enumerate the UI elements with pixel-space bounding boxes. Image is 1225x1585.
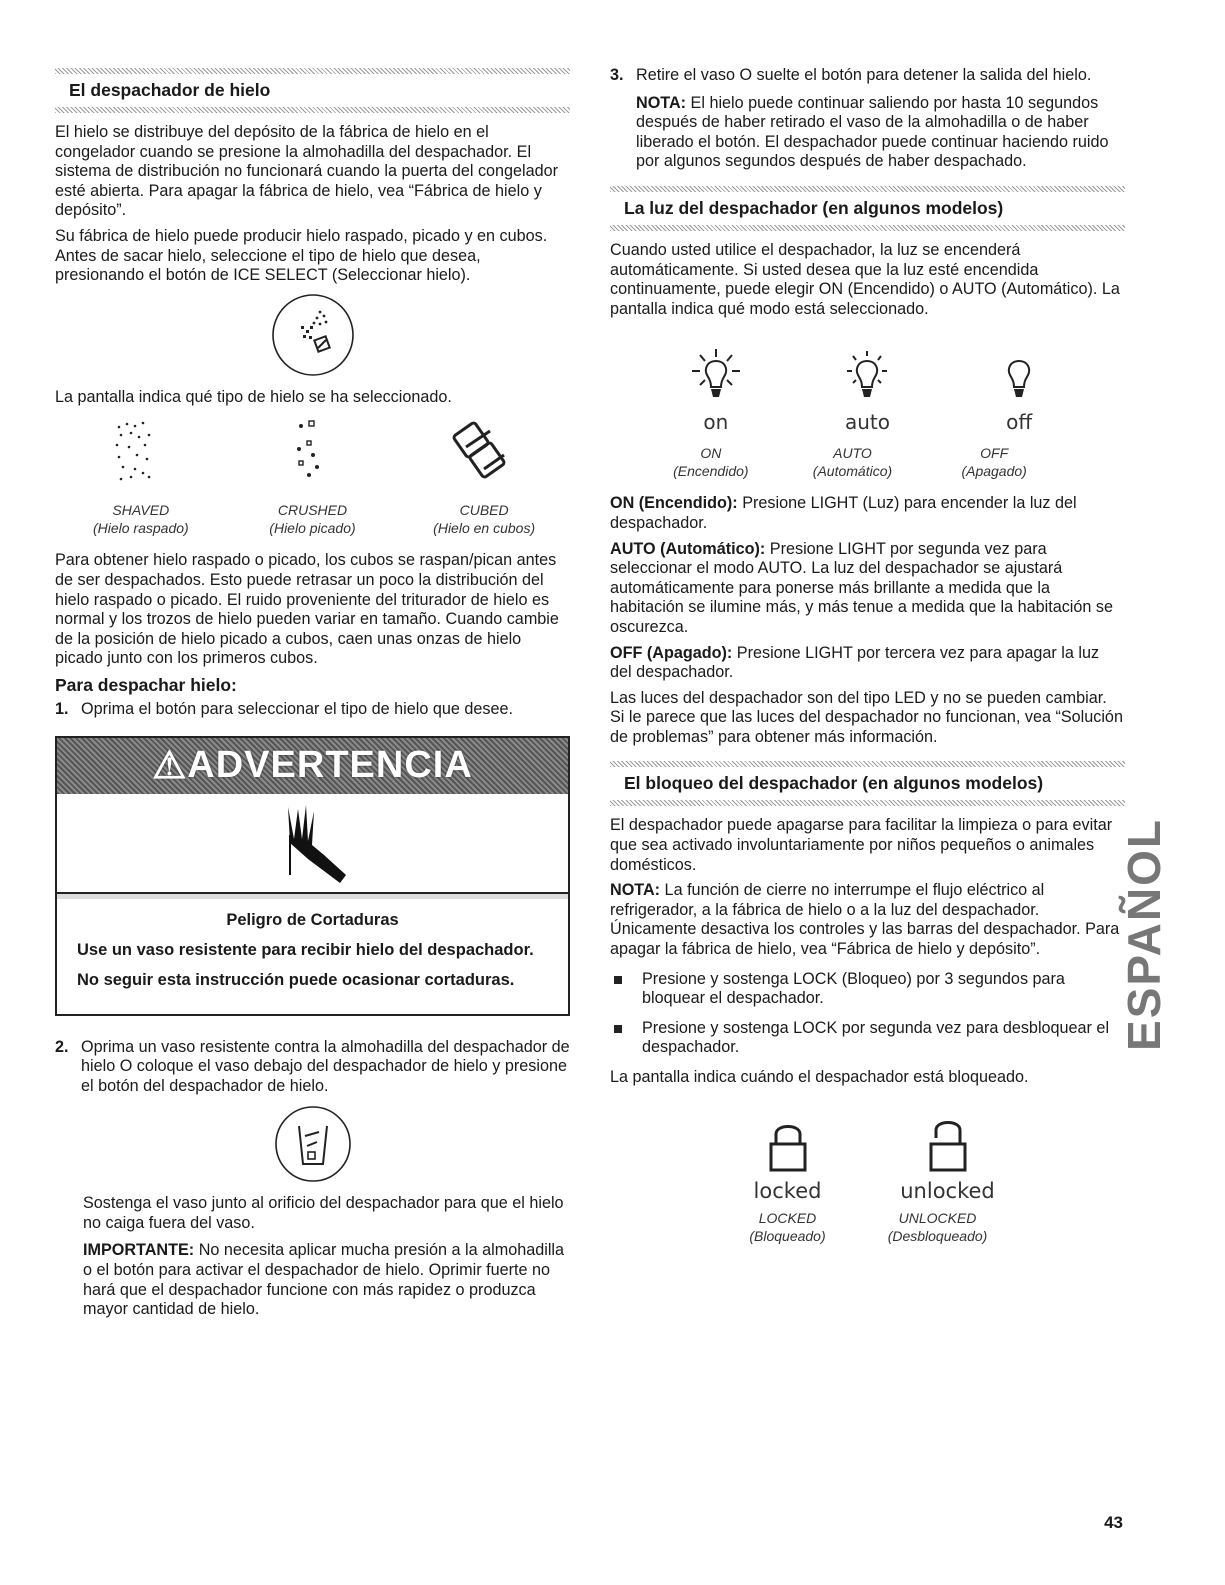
step-3: 3. Retire el vaso O suelte el botón para detener la salida del hielo. bbox=[610, 66, 1092, 84]
caption-on: ON (Encendido) bbox=[673, 445, 749, 480]
section-title: El bloqueo del despachador (en algunos modelos) bbox=[624, 773, 1044, 794]
caption-auto: AUTO (Automático) bbox=[812, 445, 893, 480]
padlock-open-icon bbox=[923, 1118, 973, 1174]
list-item: Presione y sostenga LOCK por segunda vez para desbloquear el despachador. bbox=[610, 1019, 1125, 1058]
hazard-title: Peligro de Cortaduras bbox=[226, 910, 399, 929]
section-header-lock bbox=[610, 761, 1125, 806]
paragraph: Su fábrica de hielo puede producir hielo raspado, picado y en cubos. Antes de sacar hielo, seleccione el tipo de hielo que desea, presionando el botón de ICE SELECT (Seleccionar hielo). bbox=[55, 226, 548, 285]
warning-line: No seguir esta instrucción puede ocasionar cortaduras. bbox=[77, 970, 515, 989]
paragraph: La pantalla indica qué tipo de hielo se ha seleccionado. bbox=[55, 387, 452, 406]
shaved-ice-icon bbox=[109, 417, 169, 497]
ice-select-icon bbox=[55, 292, 570, 378]
subheading: Para despachar hielo: bbox=[55, 674, 237, 695]
off-description: OFF (Apagado): Presione LIGHT por tercera vez para apagar la luz del despachador. bbox=[610, 643, 1100, 682]
warning-body bbox=[57, 894, 568, 1014]
light-on bbox=[656, 345, 776, 434]
note: NOTA: El hielo puede continuar saliendo por hasta 10 segundos después de haber retirado el vaso de la almohadilla o de haber liberado el botón. El despachador puede continuar haciendo ruido por algunos segundos después de haber despachado. bbox=[636, 93, 1109, 171]
ice-type-icons bbox=[55, 417, 570, 497]
unlocked-display: unlocked bbox=[900, 1178, 995, 1203]
page-number: 43 bbox=[1104, 1513, 1123, 1532]
cut-hazard-icon bbox=[57, 794, 568, 894]
left-column bbox=[55, 62, 570, 1326]
lock-mode-icons bbox=[610, 1118, 1125, 1203]
lock-locked bbox=[733, 1118, 843, 1203]
padlock-closed-icon bbox=[763, 1118, 813, 1174]
caption-shaved: SHAVED (Hielo raspado) bbox=[92, 502, 189, 537]
light-auto-display: auto bbox=[844, 410, 890, 435]
lock-unlocked bbox=[893, 1118, 1003, 1203]
warning-header bbox=[57, 738, 568, 794]
light-on-display: on bbox=[703, 410, 729, 435]
right-column bbox=[610, 66, 1125, 1259]
paragraph: El despachador puede apagarse para facilitar la limpieza o para evitar que sea activado involuntariamente por niños pequeños o animales domésticos. bbox=[610, 816, 1113, 874]
warning-icon: ⚠ bbox=[152, 745, 188, 787]
on-description: ON (Encendido): Presione LIGHT (Luz) para encender la luz del despachador. bbox=[610, 494, 1077, 532]
light-off bbox=[959, 345, 1079, 434]
locked-display: locked bbox=[753, 1178, 822, 1203]
paragraph: La pantalla indica cuándo el despachador está bloqueado. bbox=[610, 1068, 1029, 1086]
paragraph: Sostenga el vaso junto al orificio del despachador para que el hielo no caiga fuera del vaso. bbox=[83, 1194, 564, 1232]
light-mode-icons bbox=[640, 345, 1095, 434]
list-item: Presione y sostenga LOCK (Bloqueo) por 3 segundos para bloquear el despachador. bbox=[610, 970, 1125, 1009]
caption-unlocked: UNLOCKED (Desbloqueado) bbox=[887, 1209, 988, 1244]
crushed-ice-icon bbox=[277, 417, 337, 497]
language-side-tab: ESPAÑOL bbox=[1118, 818, 1170, 1051]
bulb-off-icon bbox=[989, 345, 1049, 405]
cubed-ice-icon bbox=[446, 417, 516, 497]
light-captions bbox=[640, 444, 1065, 480]
paragraph: Las luces del despachador son del tipo LED y no se pueden cambiar. Si le parece que las luces del despachador no funcionan, vea “Solución de problemas” para obtener más información. bbox=[610, 688, 1123, 746]
step-1: 1. Oprima el botón para seleccionar el tipo de hielo que desee. bbox=[55, 699, 513, 718]
important-note: IMPORTANTE: No necesita aplicar mucha presión a la almohadilla o el botón para activar el despachador de hielo. Oprimir fuerte no hará que el despachador funcione con más rapidez o produzca mayor cantidad de hielo. bbox=[83, 1241, 565, 1319]
paragraph: El hielo se distribuye del depósito de la fábrica de hielo en el congelador cuando se presione la almohadilla del despachador. El sistema de distribución no funcionará cuando la puerta del congelador esté abierta. Para apagar la fábrica de hielo, vea “Fábrica de hielo y depósito”. bbox=[55, 123, 559, 220]
section-header-ice-dispenser bbox=[55, 68, 570, 113]
section-title: La luz del despachador (en algunos modelos) bbox=[624, 197, 1004, 218]
bulb-on-icon bbox=[686, 345, 746, 405]
bulb-auto-icon bbox=[837, 345, 897, 405]
dispenser-cup-icon bbox=[55, 1104, 570, 1184]
warning-line: Use un vaso resistente para recibir hielo del despachador. bbox=[77, 940, 534, 959]
light-off-display: off bbox=[1006, 410, 1033, 435]
lock-captions bbox=[610, 1209, 1125, 1245]
caption-off: OFF (Apagado) bbox=[961, 445, 1027, 480]
warning-title: ADVERTENCIA bbox=[187, 744, 473, 786]
paragraph: Cuando usted utilice el despachador, la luz se encenderá automáticamente. Si usted desea que la luz esté encendida continuamente, puede elegir ON (Encendido) o AUTO (Automático). La pantalla indica qué modo está seleccionado. bbox=[610, 240, 1120, 318]
section-title: El despachador de hielo bbox=[69, 80, 271, 100]
section-header-light bbox=[610, 186, 1125, 231]
note: NOTA: La función de cierre no interrumpe el flujo eléctrico al refrigerador, a la fábrica de hielo o a la luz del despachador. Únicamente desactiva los controles y las barras del despachador. Para apagar la fábrica de hielo, vea “Fábrica de hielo y depósito”. bbox=[610, 881, 1120, 959]
step-2: 2. Oprima un vaso resistente contra la almohadilla del despachador de hielo O coloque el vaso debajo del despachador de hielo y presione el botón del despachador de hielo. bbox=[55, 1037, 570, 1095]
caption-cubed: CUBED (Hielo en cubos) bbox=[433, 502, 536, 537]
auto-description: AUTO (Automático): Presione LIGHT por segunda vez para seleccionar el modo AUTO. La luz del despachador se ajustará automáticamente para ponerse más brillante a medida que la habitación se ilumine más, y más tenue a medida que la habitación se oscurezca. bbox=[610, 539, 1114, 636]
paragraph: Para obtener hielo raspado o picado, los cubos se raspan/pican antes de ser despachados. Esto puede retrasar un poco la distribución del hielo raspado o picado. El ruido proveniente del triturador de hielo es normal y los trozos de hielo pueden variar en tamaño. Cuando cambie de la posición de hielo picado a cubos, caen unas onzas de hielo picado junto con los primeros cubos. bbox=[55, 551, 559, 668]
warning-box bbox=[55, 736, 570, 1016]
ice-type-captions bbox=[55, 501, 570, 537]
caption-crushed: CRUSHED (Hielo picado) bbox=[269, 502, 356, 537]
light-auto bbox=[807, 345, 927, 434]
caption-locked: LOCKED (Bloqueado) bbox=[749, 1209, 826, 1244]
